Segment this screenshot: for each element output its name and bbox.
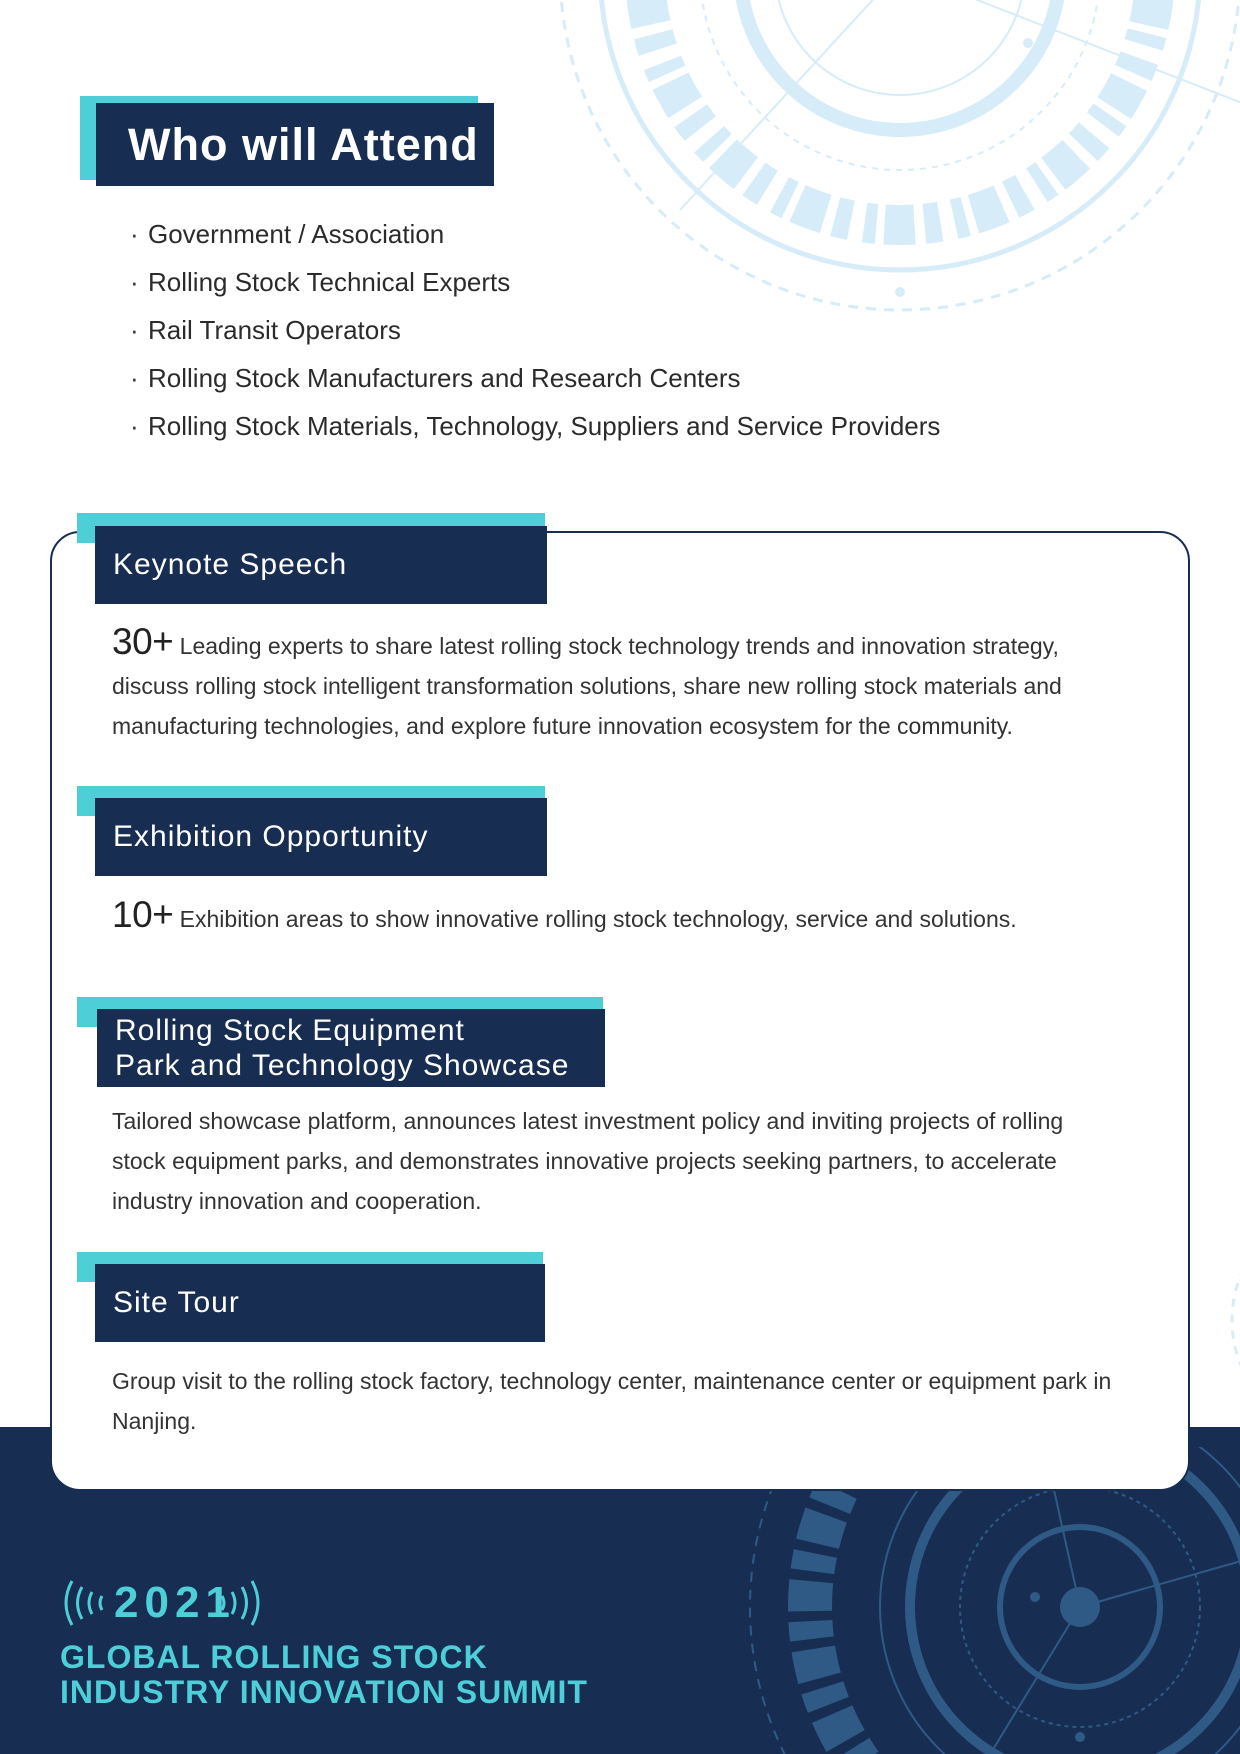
decorative-rings-bottom — [670, 1447, 1240, 1754]
summit-year: 2021 — [114, 1578, 236, 1627]
list-item: · Rolling Stock Materials, Technology, Suppliers and Service Providers — [130, 402, 940, 450]
exhibition-title: Exhibition Opportunity — [95, 798, 547, 876]
bullet-icon: · — [130, 363, 139, 393]
list-item: · Rolling Stock Technical Experts — [130, 258, 940, 306]
list-item: · Rail Transit Operators — [130, 306, 940, 354]
showcase-heading — [77, 997, 607, 1089]
summit-year-logo — [58, 1575, 298, 1631]
showcase-title-line1: Rolling Stock Equipment — [115, 1014, 465, 1047]
tour-heading — [77, 1252, 547, 1344]
summit-name-line1: GLOBAL ROLLING STOCK — [60, 1639, 488, 1675]
attend-list — [130, 210, 940, 450]
exhibition-heading — [77, 786, 547, 878]
showcase-body: Tailored showcase platform, announces latest investment policy and inviting projects of rolling stock equipment parks, and demonstrates innovative projects seeking partners, to accelerate industry innovation and cooperation. — [112, 1108, 1064, 1214]
summit-name — [60, 1640, 588, 1710]
tour-body: Group visit to the rolling stock factory, technology center, maintenance center or equipment park in Nanjing. — [112, 1368, 1112, 1434]
exhibition-number: 10+ — [112, 894, 174, 935]
attend-title: Who will Attend — [96, 103, 494, 186]
bullet-icon: · — [130, 315, 139, 345]
keynote-heading — [77, 513, 547, 605]
tour-title: Site Tour — [95, 1264, 545, 1342]
attend-heading — [80, 96, 496, 188]
bullet-icon: · — [130, 411, 139, 441]
showcase-title — [97, 1009, 605, 1087]
keynote-text: Leading experts to share latest rolling stock technology trends and innovation strategy, discuss rolling stock intelligent transformation solutions, share new rolling stock materials and manufacturing technologies, and explore future innovation ecosystem for the community. — [112, 633, 1062, 739]
signal-waves-right-icon — [216, 1579, 266, 1627]
summit-name-line2: INDUSTRY INNOVATION SUMMIT — [60, 1674, 588, 1710]
list-item: · Government / Association — [130, 210, 940, 258]
keynote-number: 30+ — [112, 621, 174, 662]
keynote-title: Keynote Speech — [95, 526, 547, 604]
bullet-icon: · — [130, 219, 139, 249]
keynote-body — [112, 622, 1122, 746]
list-item: · Rolling Stock Manufacturers and Research Centers — [130, 354, 940, 402]
showcase-title-line2: Park and Technology Showcase — [115, 1049, 570, 1082]
bullet-icon: · — [130, 267, 139, 297]
exhibition-text: Exhibition areas to show innovative rolling stock technology, service and solutions. — [173, 906, 1017, 932]
signal-waves-left-icon — [58, 1579, 108, 1627]
exhibition-body — [112, 895, 1122, 939]
